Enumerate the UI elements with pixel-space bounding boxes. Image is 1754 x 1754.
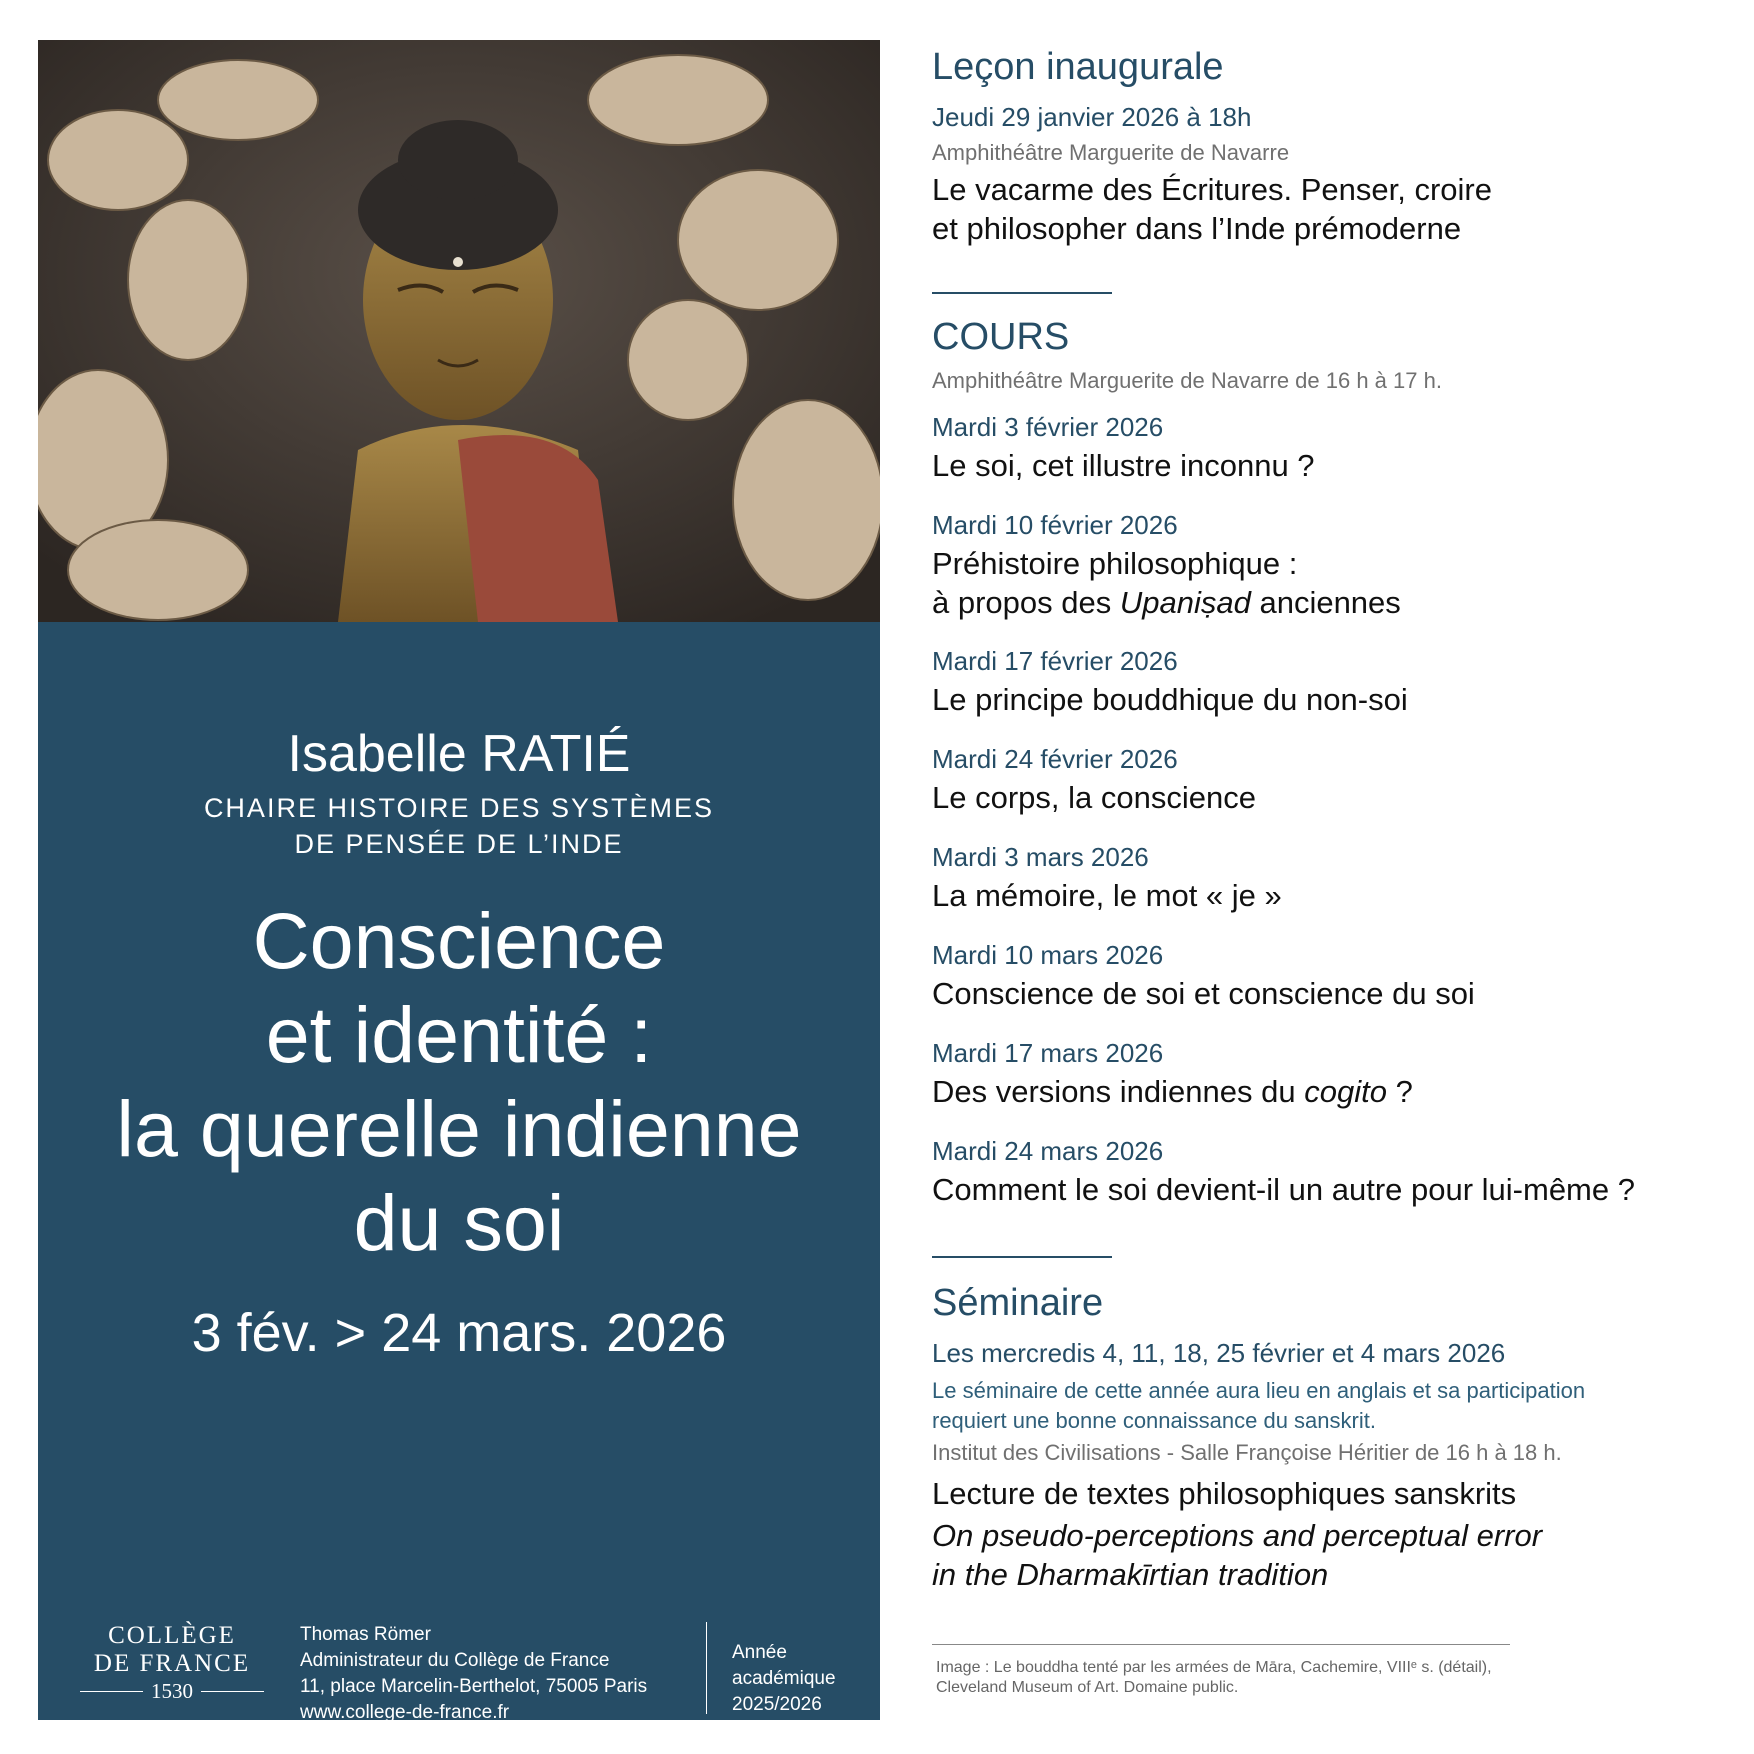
logo-line: COLLÈGE (108, 1622, 236, 1649)
cours-title: Comment le soi devient-il un autre pour lui-même ? (932, 1172, 1635, 1207)
image-credit (936, 1658, 1492, 1698)
logo-year-row (72, 1678, 272, 1704)
title-italic: cogito (1304, 1074, 1387, 1109)
logo-rule (201, 1691, 264, 1692)
image-credit-line: Image : Le bouddha tenté par les armées de Māra, Cachemire, VIIIᵉ s. (détail), (936, 1659, 1492, 1676)
chair-line: DE PENSÉE DE L’INDE (294, 829, 624, 859)
academic-year-line: académique (732, 1668, 836, 1689)
cours-date: Mardi 10 mars 2026 (932, 940, 1164, 970)
admin-address: 11, place Marcelin-Berthelot, 75005 Paris (300, 1676, 648, 1697)
cours-date: Mardi 17 mars 2026 (932, 1038, 1164, 1068)
inaugurale-heading: Leçon inaugurale (932, 46, 1224, 88)
buddha-photo (38, 40, 880, 622)
cours-date: Mardi 24 mars 2026 (932, 1136, 1164, 1166)
cours-title: Le principe bouddhique du non-soi (932, 682, 1408, 717)
title-text: à propos des (932, 585, 1120, 620)
cours-title: Conscience de soi et conscience du soi (932, 976, 1475, 1011)
cours-place: Amphithéâtre Marguerite de Navarre de 16 h à 17 h. (932, 368, 1442, 393)
cours-title (932, 544, 1401, 622)
inaugurale-title (932, 170, 1492, 248)
seminaire-subtitle-line: in the Dharmakīrtian tradition (932, 1557, 1329, 1592)
cours-heading: COURS (932, 316, 1070, 358)
cours-title: La mémoire, le mot « je » (932, 878, 1282, 913)
title-text: Des versions indiennes du (932, 1074, 1305, 1109)
course-title-line: et identité : (265, 990, 653, 1079)
title-text: ? (1386, 1074, 1413, 1109)
seminaire-note-line: Le séminaire de cette année aura lieu en anglais et sa participation (932, 1378, 1586, 1403)
inaugurale-place: Amphithéâtre Marguerite de Navarre (932, 140, 1290, 165)
cours-title: Le soi, cet illustre inconnu ? (932, 448, 1315, 483)
buddha-sculpture-illustration (38, 40, 880, 622)
seminaire-note (932, 1376, 1585, 1436)
course-title-line: la querelle indienne (116, 1084, 802, 1173)
cours-title-line: Préhistoire philosophique : (932, 546, 1298, 581)
poster-footer (38, 1602, 880, 1723)
inaugurale-date: Jeudi 29 janvier 2026 à 18h (932, 102, 1252, 132)
cours-title (932, 1072, 1413, 1111)
course-dates: 3 fév. > 24 mars. 2026 (191, 1303, 727, 1363)
course-title-line: du soi (353, 1178, 565, 1267)
website-link[interactable]: www.college-de-france.fr (300, 1702, 510, 1723)
seminaire-subtitle (932, 1516, 1542, 1594)
title-text: anciennes (1250, 585, 1401, 620)
college-de-france-logo (72, 1622, 272, 1704)
cours-title: Le corps, la conscience (932, 780, 1256, 815)
cours-date: Mardi 10 février 2026 (932, 510, 1178, 540)
image-credit-line: Cleveland Museum of Art. Domaine public. (936, 1679, 1239, 1696)
section-divider (932, 1256, 1112, 1258)
seminaire-subtitle-line: On pseudo-perceptions and perceptual error (932, 1518, 1543, 1553)
cours-date: Mardi 24 février 2026 (932, 744, 1178, 774)
cours-date: Mardi 17 février 2026 (932, 646, 1178, 676)
course-title-line: Conscience (252, 896, 666, 985)
inaugurale-title-line: Le vacarme des Écritures. Penser, croire (932, 172, 1492, 207)
seminaire-note-line: requiert une bonne connaissance du sanskrit. (932, 1408, 1376, 1433)
cours-date: Mardi 3 février 2026 (932, 412, 1164, 442)
title-italic: Upaniṣad (1119, 585, 1251, 620)
admin-role: Administrateur du Collège de France (300, 1650, 610, 1671)
poster-left-column (38, 40, 880, 1723)
title-panel (38, 622, 880, 1723)
seminaire-place: Institut des Civilisations - Salle Françoise Héritier de 16 h à 18 h. (932, 1440, 1562, 1465)
seminaire-title: Lecture de textes philosophiques sanskrits (932, 1476, 1517, 1511)
author-name: Isabelle RATIÉ (287, 725, 631, 783)
logo-rule (80, 1691, 143, 1692)
logo-line: DE FRANCE (93, 1650, 251, 1677)
seminaire-heading: Séminaire (932, 1282, 1104, 1324)
credit-divider (932, 1644, 1510, 1645)
course-title (38, 894, 880, 1270)
chair-name (38, 790, 880, 862)
inaugurale-title-line: et philosopher dans l’Inde prémoderne (932, 211, 1462, 246)
administrator-info (300, 1622, 647, 1726)
academic-year (732, 1640, 836, 1718)
admin-name: Thomas Römer (300, 1624, 431, 1645)
academic-year-line: Année (732, 1642, 787, 1663)
seminaire-date: Les mercredis 4, 11, 18, 25 février et 4 mars 2026 (932, 1338, 1506, 1368)
logo-year: 1530 (151, 1679, 193, 1703)
cours-title-line (932, 583, 1401, 622)
chair-line: CHAIRE HISTOIRE DES SYSTÈMES (203, 793, 715, 823)
cours-date: Mardi 3 mars 2026 (932, 842, 1149, 872)
section-divider (932, 292, 1112, 294)
footer-divider (706, 1622, 707, 1714)
academic-year-line: 2025/2026 (732, 1694, 822, 1715)
